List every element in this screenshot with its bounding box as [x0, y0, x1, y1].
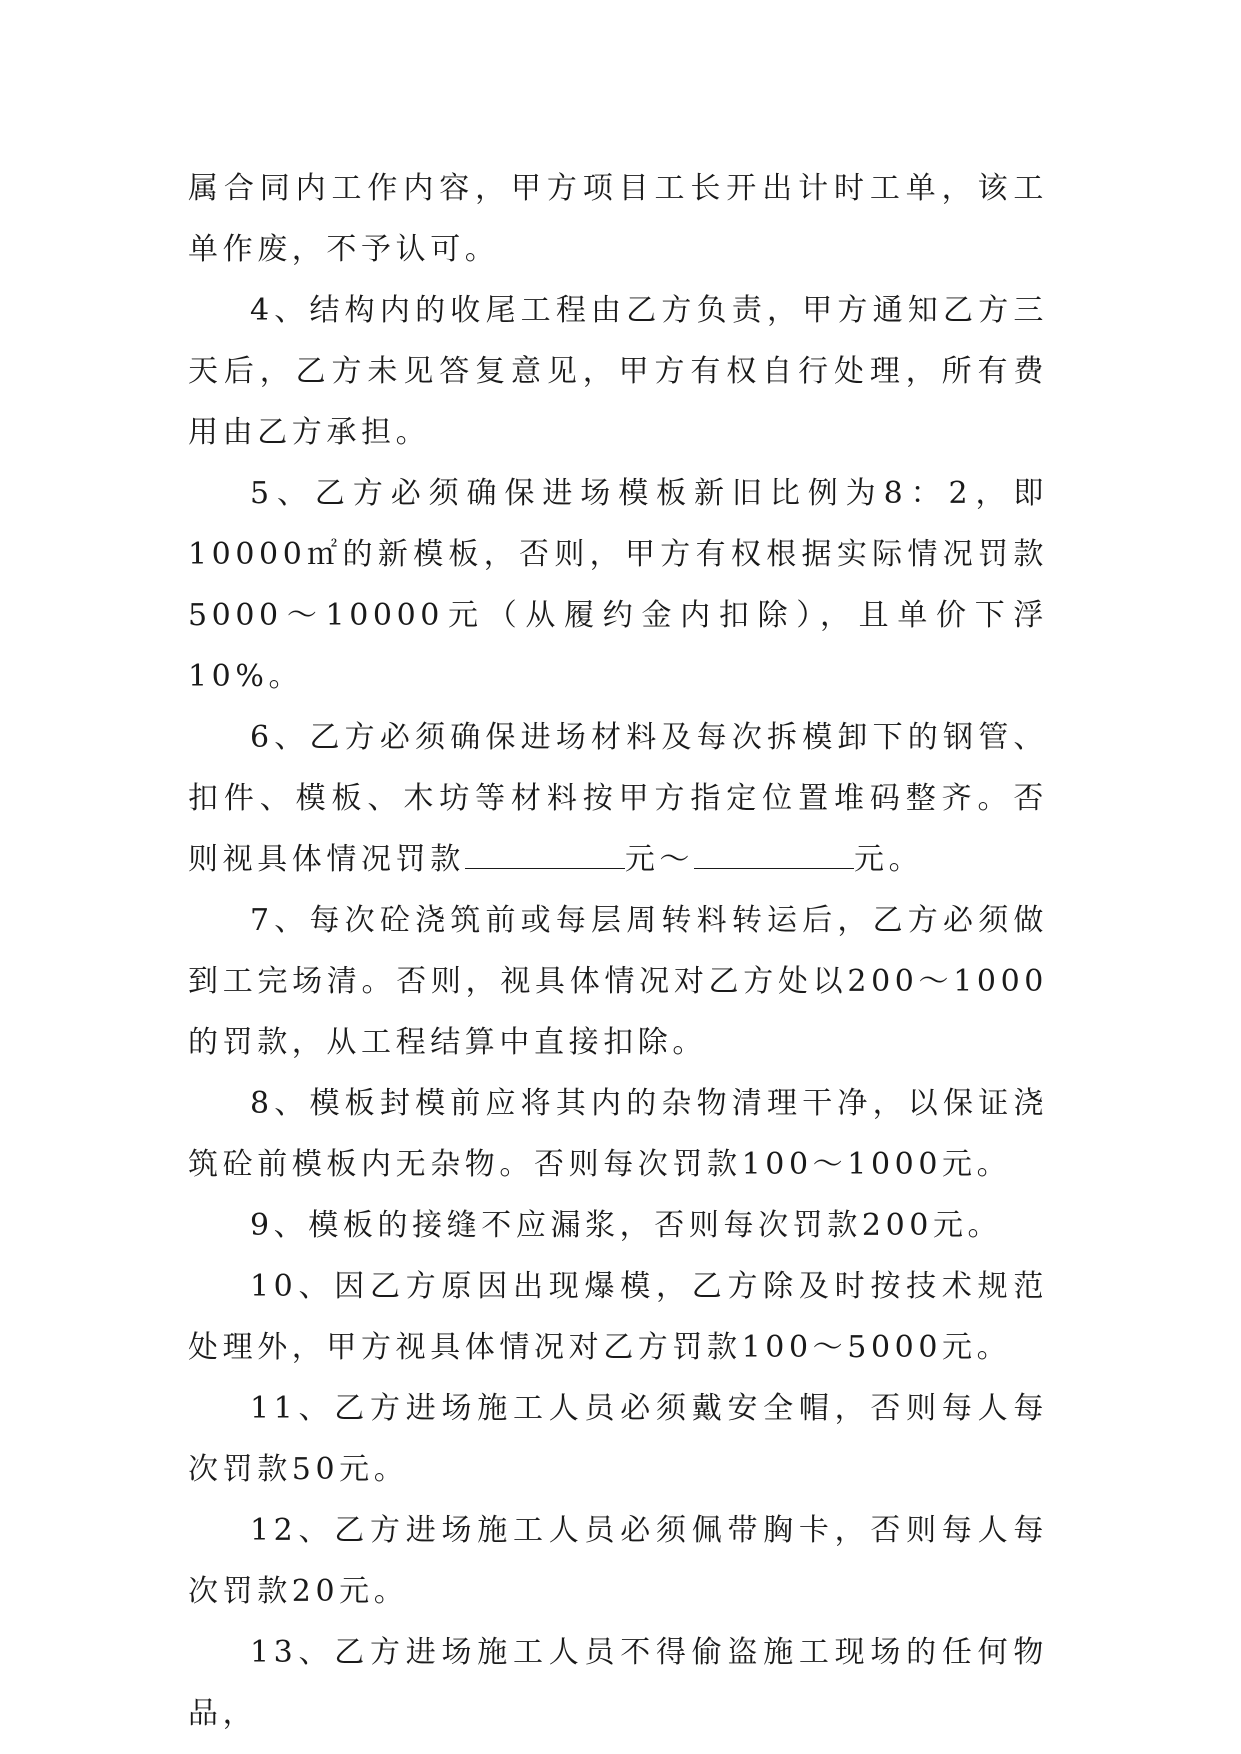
clause-4: 4、结构内的收尾工程由乙方负责，甲方通知乙方三天后，乙方未见答复意见，甲方有权自行处理，所有费用由乙方承担。 [188, 293, 1048, 450]
clause-6 [188, 707, 1048, 890]
clause-7: 7、每次砼浇筑前或每层周转料转运后，乙方必须做到工完场清。否则，视具体情况对乙方处以200～1000的罚款，从工程结算中直接扣除。 [188, 903, 1048, 1060]
paragraph-continuation: 属合同内工作内容，甲方项目工长开出计时工单，该工单作废，不予认可。 [188, 171, 1048, 267]
document-body [188, 158, 1048, 1744]
clause-10: 10、因乙方原因出现爆模，乙方除及时按技术规范处理外，甲方视具体情况对乙方罚款100～5000元。 [188, 1269, 1048, 1365]
clause-11: 11、乙方进场施工人员必须戴安全帽，否则每人每次罚款50元。 [188, 1391, 1048, 1487]
clause-8: 8、模板封模前应将其内的杂物清理干净，以保证浇筑砼前模板内无杂物。否则每次罚款100～1000元。 [188, 1086, 1048, 1182]
clause-13: 13、乙方进场施工人员不得偷盗施工现场的任何物品， [188, 1635, 1048, 1731]
clause-5: 5、乙方必须确保进场模板新旧比例为8：2，即10000㎡的新模板，否则，甲方有权根据实际情况罚款5000～10000元（从履约金内扣除），且单价下浮10%。 [188, 476, 1048, 694]
clause-6-text-after: 元。 [854, 842, 924, 877]
fill-in-blank-min[interactable] [465, 842, 625, 869]
clause-12: 12、乙方进场施工人员必须佩带胸卡，否则每人每次罚款20元。 [188, 1513, 1048, 1609]
clause-6-text-before: 6、乙方必须确保进场材料及每次拆模卸下的钢管、扣件、模板、木坊等材料按甲方指定位置堆码整齐。否则视具体情况罚款 [188, 720, 1048, 877]
clause-9: 9、模板的接缝不应漏浆，否则每次罚款200元。 [250, 1208, 1003, 1243]
clause-6-text-mid: 元～ [624, 842, 695, 877]
fill-in-blank-max[interactable] [694, 842, 854, 869]
